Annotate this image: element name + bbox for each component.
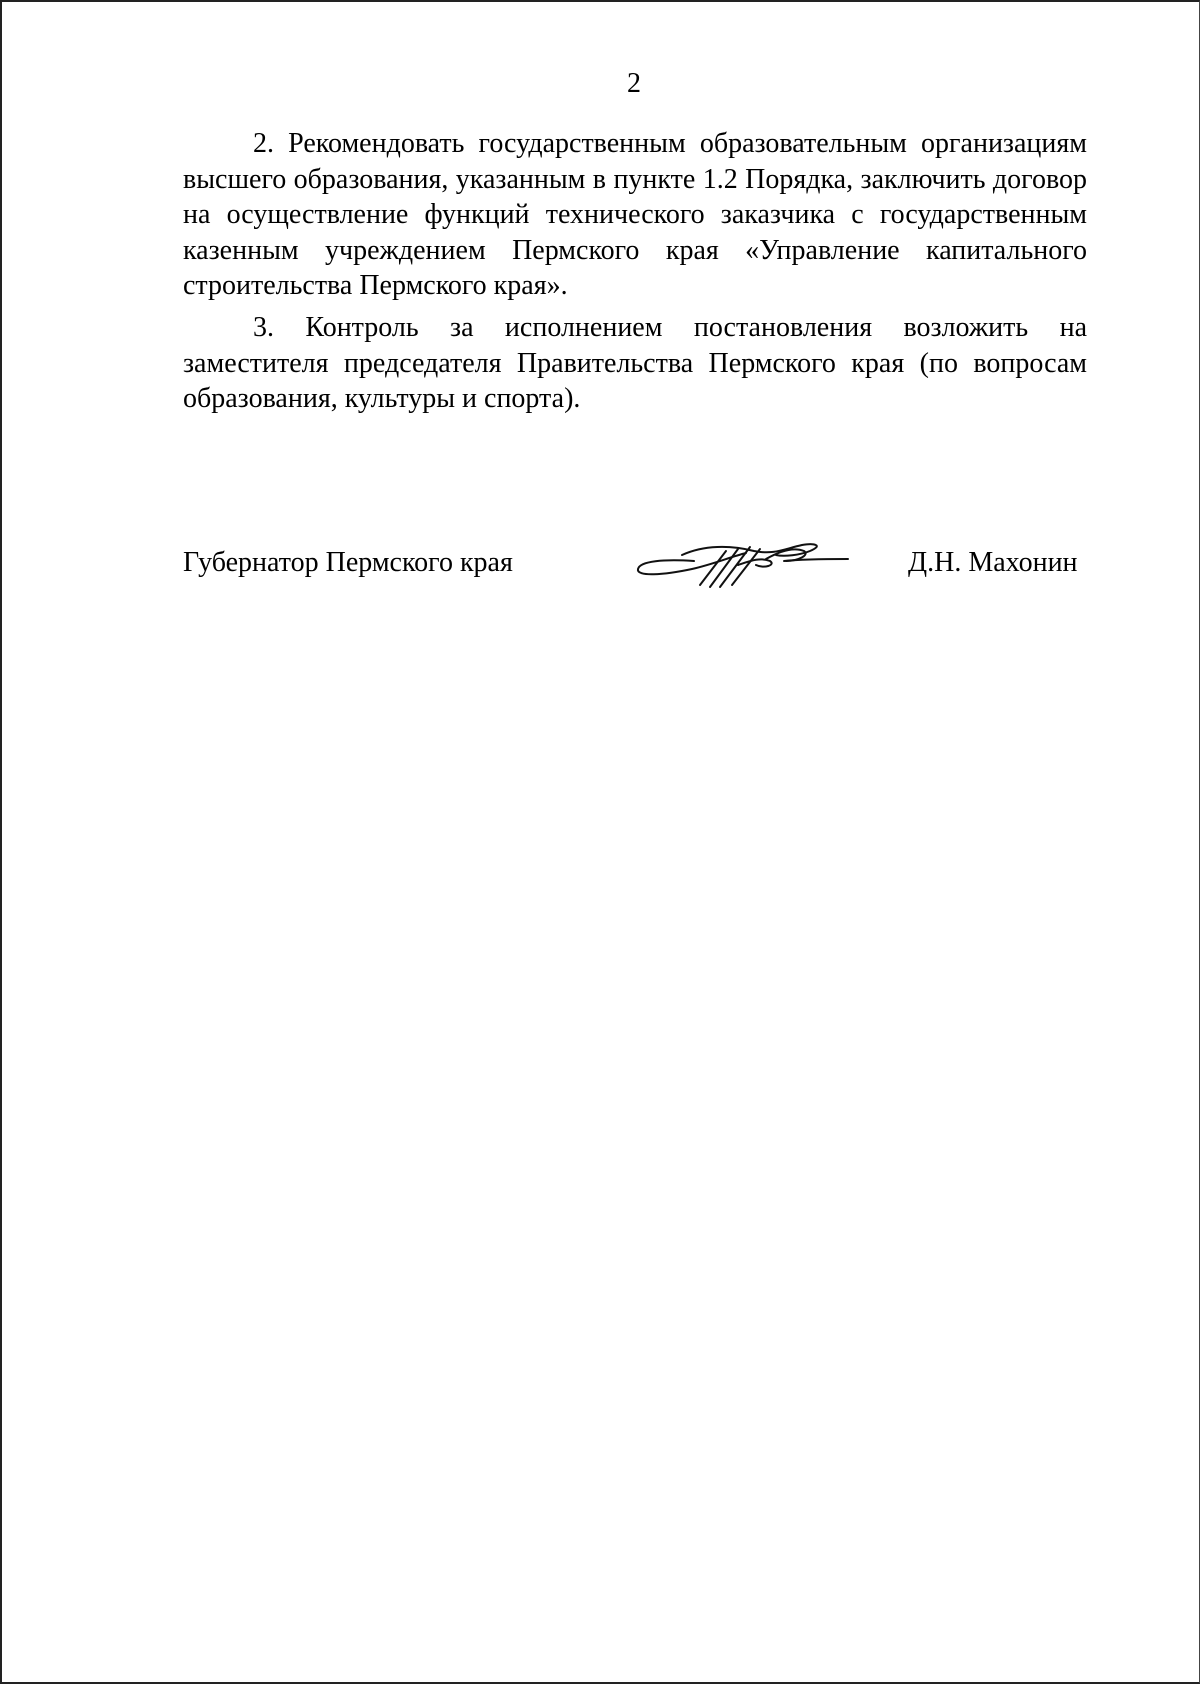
signer-name: Д.Н. Махонин bbox=[908, 547, 1078, 578]
signer-title: Губернатор Пермского края bbox=[183, 547, 513, 578]
paragraph-2: 2. Рекомендовать государственным образовательным организациям высшего образования, указанным в пункте 1.2 Порядка, заключить договор на осуществление функций технического заказчика с государственным казенным учреждением Пермского края «Управление капитального строительства Пермского края». bbox=[183, 128, 1087, 302]
handwritten-signature bbox=[634, 531, 854, 591]
signature-block bbox=[2, 545, 1200, 605]
paragraph-3: 3. Контроль за исполнением постановления возложить на заместителя председателя Правительства Пермского края (по вопросам образования, культуры и спорта). bbox=[183, 311, 1087, 415]
page-number: 2 bbox=[627, 68, 641, 99]
document-body bbox=[183, 126, 1087, 423]
